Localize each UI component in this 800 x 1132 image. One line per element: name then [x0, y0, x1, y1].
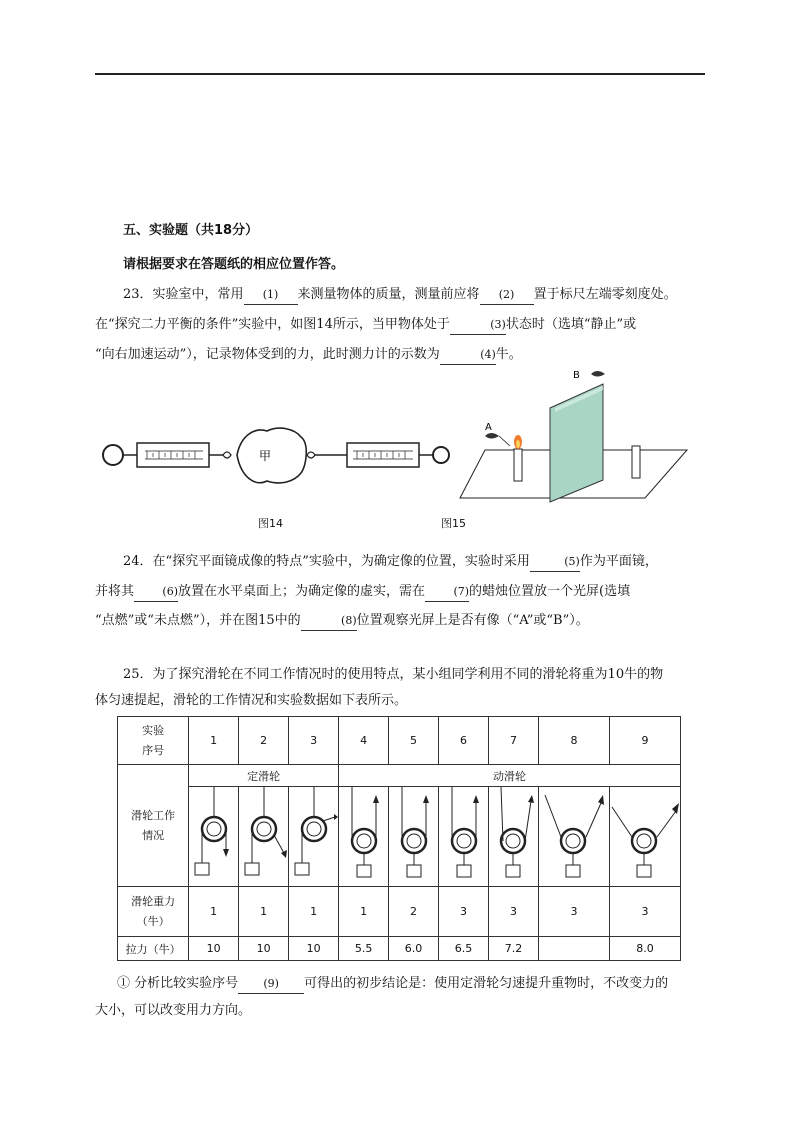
force-cell: 10: [189, 937, 239, 961]
label-a: A: [485, 422, 492, 433]
blank-2: (2): [480, 286, 534, 305]
pulley-diagram-2: [239, 787, 289, 887]
figure-14: [95, 405, 455, 505]
trial-number: 4: [339, 717, 389, 765]
weight-cell: 3: [489, 887, 539, 937]
weight-cell: 1: [239, 887, 289, 937]
section-instruction: 请根据要求在答题纸的相应位置作答。: [123, 257, 345, 272]
trial-number: 8: [538, 717, 609, 765]
q23-line2: [95, 316, 636, 335]
q23-text: 置于标尺左端零刻度处。: [533, 287, 677, 302]
trial-number: 2: [239, 717, 289, 765]
trial-number: 3: [289, 717, 339, 765]
fig14-caption: 图14: [258, 517, 283, 530]
header-line: 实验: [142, 723, 165, 737]
force-cell: [538, 937, 609, 961]
force-cell: 7.2: [489, 937, 539, 961]
q23-text: 23．实验室中，常用: [123, 287, 244, 302]
pulley-diagram-9: [609, 787, 680, 887]
weight-cell: 3: [609, 887, 680, 937]
q23-text: 牛。: [495, 347, 522, 362]
trial-number: 6: [439, 717, 489, 765]
q25-text: ① 分析比较实验序号: [117, 976, 239, 991]
pulley-diagram-7: [489, 787, 539, 887]
pulley-diagram-8: [538, 787, 609, 887]
row-pull-force: [118, 937, 681, 961]
weight-cell: 3: [439, 887, 489, 937]
q23-text: 状态时（选填“静止”或: [505, 317, 637, 332]
force-cell: 6.5: [439, 937, 489, 961]
q24-text: 作为平面镜，: [579, 554, 658, 569]
q25-line1: 25．为了探究滑轮在不同工作情况时的使用特点，某小组同学利用不同的滑轮将重为10牛的物: [123, 667, 664, 682]
blank-5: (5): [530, 553, 580, 572]
q24-text: 的蜡烛位置放一个光屏(选填: [469, 584, 631, 599]
q23-line1: [123, 286, 677, 305]
weight-cell: 3: [538, 887, 609, 937]
weight-cell: 1: [339, 887, 389, 937]
header-line: 滑轮重力: [131, 894, 176, 908]
pulley-diagram-1: [189, 787, 239, 887]
pulley-diagram-6: [439, 787, 489, 887]
q25-sub1-line2: 大小，可以改变用力方向。: [95, 1003, 252, 1018]
section-title: 五、实验题（共18分）: [123, 223, 259, 238]
header-trial: [118, 717, 189, 765]
label-b: B: [573, 370, 580, 381]
force-cell: 8.0: [609, 937, 680, 961]
header-line: 滑轮工作: [131, 808, 176, 822]
q24-line2: [95, 583, 630, 602]
header-working: [118, 765, 189, 887]
q25-sub1-line1: [117, 975, 668, 994]
header-line: （牛）: [136, 914, 170, 928]
row-pulley-type: [118, 765, 681, 787]
blank-4: (4): [440, 346, 496, 365]
force-cell: 6.0: [389, 937, 439, 961]
pulley-table: [117, 716, 681, 961]
q23-text: 来测量物体的质量，测量前应将: [297, 287, 480, 302]
trial-number: 7: [489, 717, 539, 765]
pulley-diagram-4: [339, 787, 389, 887]
object-label: 甲: [258, 449, 272, 463]
header-force: 拉力（牛）: [118, 937, 189, 961]
blank-8: (8): [301, 612, 357, 631]
q25-text: 可得出的初步结论是：使用定滑轮匀速提升重物时，不改变力的: [304, 976, 669, 991]
q25-line2: 体匀速提起，滑轮的工作情况和实验数据如下表所示。: [95, 693, 408, 708]
blank-7: (7): [425, 583, 469, 602]
header-line: 情况: [142, 828, 165, 842]
trial-number: 9: [609, 717, 680, 765]
q24-text: 位置观察光屏上是否有像（“A”或“B”）。: [356, 613, 589, 628]
q24-line1: [123, 553, 658, 572]
header-line: 序号: [142, 743, 165, 757]
blank-6: (6): [134, 583, 178, 602]
header-rule: [95, 73, 705, 75]
blank-1: (1): [244, 286, 298, 305]
weight-cell: 2: [389, 887, 439, 937]
fig15-caption: 图15: [441, 517, 466, 530]
q24-text: “点燃”或“未点燃”），并在图15中的: [95, 613, 301, 628]
header-weight: [118, 887, 189, 937]
pulley-diagram-5: [389, 787, 439, 887]
pulley-diagram-3: [289, 787, 339, 887]
row-pulley-weight: [118, 887, 681, 937]
q24-text: 放置在水平桌面上；为确定像的虚实，需在: [178, 584, 426, 599]
blank-3: (3): [450, 316, 506, 335]
q24-text: 并将其: [95, 584, 135, 599]
trial-number: 5: [389, 717, 439, 765]
trial-number: 1: [189, 717, 239, 765]
q23-text: 在“探究二力平衡的条件”实验中，如图14所示，当甲物体处于: [95, 317, 450, 332]
force-cell: 10: [289, 937, 339, 961]
row-pulley-diagrams: [118, 787, 681, 887]
force-cell: 5.5: [339, 937, 389, 961]
q24-text: 24．在“探究平面镜成像的特点”实验中，为确定像的位置，实验时采用: [123, 554, 530, 569]
weight-cell: 1: [289, 887, 339, 937]
fixed-pulley-label: 定滑轮: [189, 765, 339, 787]
q23-text: “向右加速运动”），记录物体受到的力，此时测力计的示数为: [95, 347, 440, 362]
figure-15: [455, 362, 695, 507]
movable-pulley-label: 动滑轮: [339, 765, 681, 787]
q24-line3: [95, 612, 589, 631]
weight-cell: 1: [189, 887, 239, 937]
blank-9: (9): [238, 975, 304, 994]
row-trial-number: [118, 717, 681, 765]
force-cell: 10: [239, 937, 289, 961]
